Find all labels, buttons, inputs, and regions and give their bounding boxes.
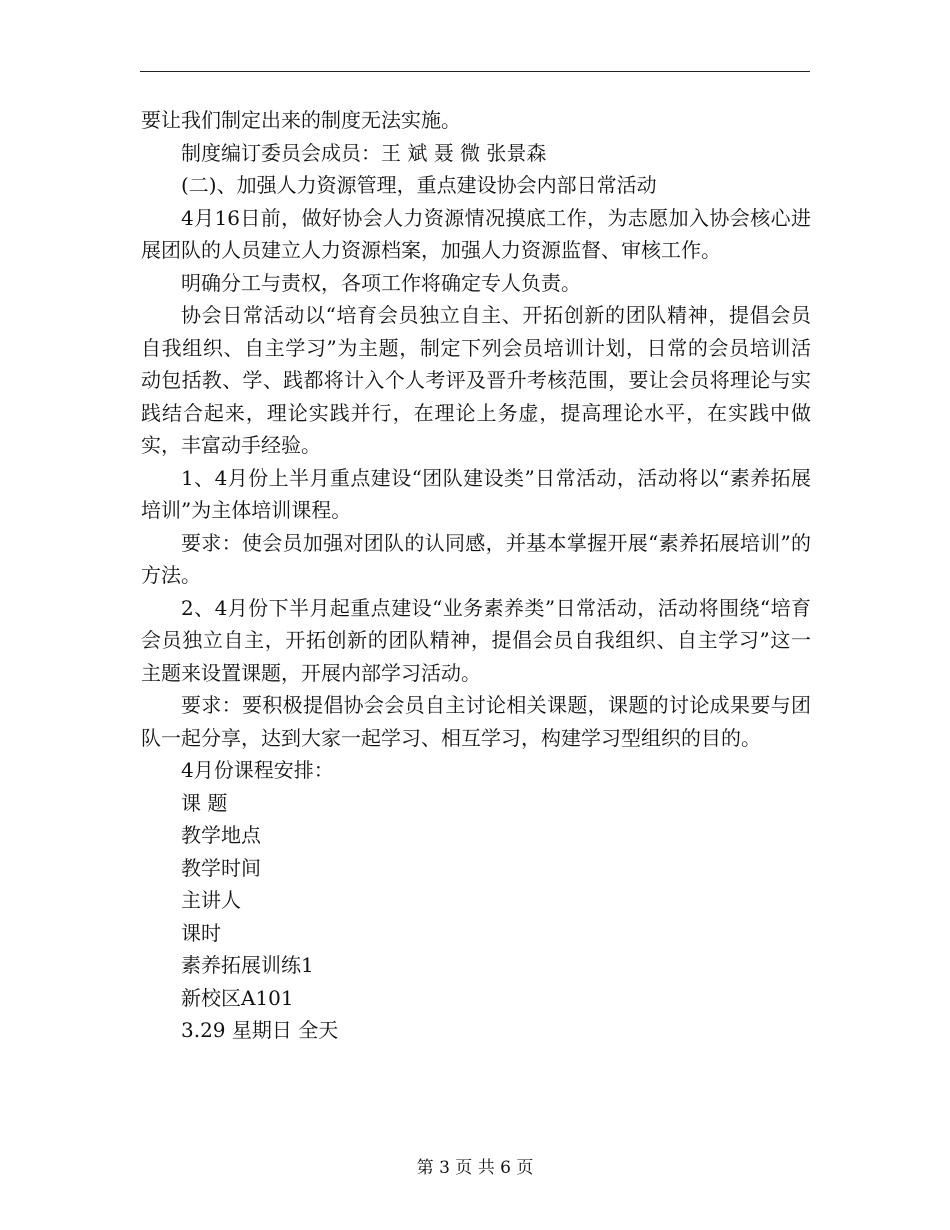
schedule-item: 教学时间 <box>181 855 261 880</box>
paragraph-5: 明确分工与责权，各项工作将确定专人负责。 <box>181 270 581 295</box>
schedule-item: 新校区A101 <box>181 985 294 1010</box>
paragraph-6: 协会日常活动以“培育会员独立自主、开拓创新的团队精神，提倡会员自我组织、自主学习”为主题，制定下列会员培训计划，日常的会员培训活动包括教、学、践都将计入个人考评及晋升考核范围，要让会员将理论与实践结合起来，理论实践并行，在理论上务虚，提高理论水平，在实践中做实，丰富动手经验。 <box>141 303 811 457</box>
section-heading: (二)、加强人力资源管理，重点建设协会内部日常活动 <box>181 173 657 197</box>
header-rule <box>140 71 810 72</box>
schedule-item: 课时 <box>181 920 221 945</box>
schedule-item: 课 题 <box>181 790 228 815</box>
paragraph-2: 制度编订委员会成员：王 斌 聂 微 张景森 <box>181 140 547 165</box>
paragraph-10: 要求：要积极提倡协会会员自主讨论相关课题，课题的讨论成果要与团队一起分享，达到大家一起学习、相互学习，构建学习型组织的目的。 <box>141 693 811 750</box>
paragraph-1: 要让我们制定出来的制度无法实施。 <box>141 108 461 132</box>
paragraph-9: 2、4月份下半月起重点建设“业务素养类”日常活动，活动将围绕“培育会员独立自主，开拓创新的团队精神，提倡会员自我组织、自主学习”这一主题来设置课题，开展内部学习活动。 <box>141 595 811 685</box>
schedule-item: 素养拓展训练1 <box>181 953 314 977</box>
paragraph-4: 4月16日前，做好协会人力资源情况摸底工作，为志愿加入协会核心进展团队的人员建立人力资源档案，加强人力资源监督、审核工作。 <box>141 205 811 262</box>
schedule-item: 教学地点 <box>181 823 261 847</box>
document-body <box>141 104 811 1047</box>
paragraph-8: 要求：使会员加强对团队的认同感，并基本掌握开展“素养拓展培训”的方法。 <box>141 530 811 587</box>
page-number: 第 3 页 共 6 页 <box>416 1158 534 1178</box>
schedule-item: 主讲人 <box>181 888 241 912</box>
schedule-title: 4月份课程安排： <box>181 758 334 782</box>
schedule-item: 3.29 星期日 全天 <box>181 1018 339 1042</box>
paragraph-7: 1、4月份上半月重点建设“团队建设类”日常活动，活动将以“素养拓展培训”为主体培训课程。 <box>141 465 811 522</box>
